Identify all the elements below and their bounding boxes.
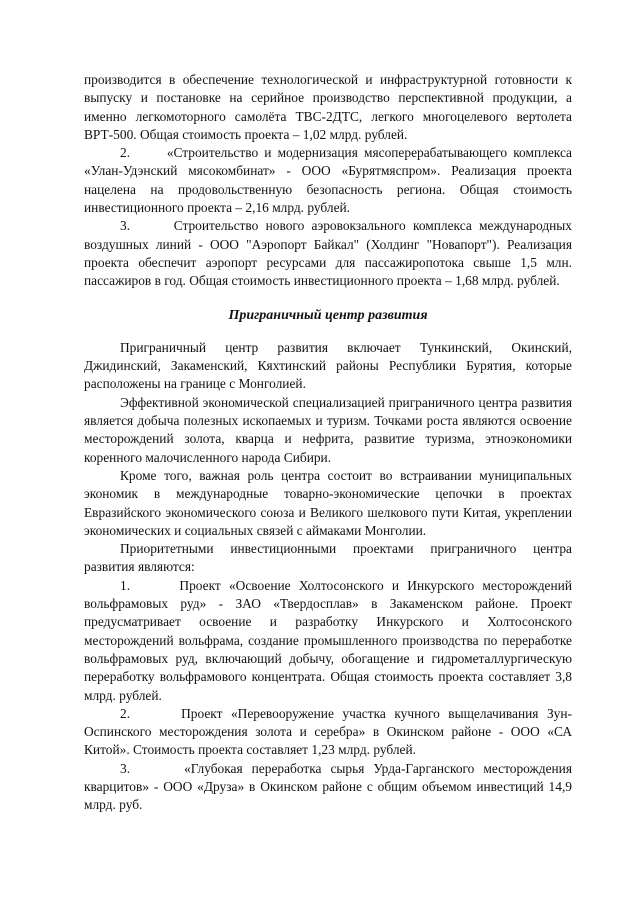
section-paragraph-specialization: Эффективной экономической специализацией приграничного центра развития является добыча полезных ископаемых и туризм. Точками роста являются освоение месторождений золота, кварца и нефрита, развитие туризма, этноэкономики коренного малочисленного народа Сибири. xyxy=(84,394,572,465)
intro-paragraph: производится в обеспечение технологической и инфраструктурной готовности к выпуску и постановке на серийное производство перспективной продукции, а именно легкомоторного самолёта ТВС-2ДТС, легкого многоцелевого вертолета ВРТ-500. Общая стоимость проекта – 1,02 млрд. рублей. xyxy=(84,72,572,142)
list-item-airport-terminal: 3. Строительство нового аэровокзального комплекса международных воздушных линий - ООО "Аэропорт Байкал" (Холдинг "Новапорт"). Реализация проекта обеспечит аэропорт ресурсами для пассажиропотока свыше 1,5 млн. пассажиров в год. Общая стоимость инвестиционного проекта – 1,68 млрд. рублей. xyxy=(84,218,572,289)
section-heading: Приграничный центр развития xyxy=(228,307,428,323)
section-paragraph-priority-intro: Приоритетными инвестиционными проектами приграничного центра развития являются: xyxy=(84,541,572,575)
section-paragraph-districts: Приграничный центр развития включает Тункинский, Окинский, Джидинский, Закаменский, Кяхтинский районы Республики Бурятия, которые расположены на границе с Монголией. xyxy=(84,339,572,392)
list-item-gold-leaching-project: 2. Проект «Перевооружение участка кучного выщелачивания Зун-Оспинского месторождения золота и серебра» в Окинском районе - ООО «СА Китой». Стоимость проекта составляет 1,23 млрд. рублей. xyxy=(84,705,572,758)
list-item-quartzite-project: 3. «Глубокая переработка сырья Урда-Гарганского месторождения кварцитов» - ООО «Друза» в Окинском районе с общим объемом инвестиций 14,9 млрд. руб. xyxy=(84,760,572,813)
section-paragraph-role: Кроме того, важная роль центра состоит во встраивании муниципальных экономик в международные товарно-экономические цепочки в проектах Евразийского экономического союза и Великого шелкового пути Китая, укреплении экономических и социальных связей с аймаками Монголии. xyxy=(84,467,572,538)
list-item-tungsten-project: 1. Проект «Освоение Холтосонского и Инкурского месторождений вольфрамовых руд» - ЗАО «Твердосплав» в Закаменском районе. Проект предусматривает освоение и разработку Инкурского и Холтосонского месторождений вольфрама, создание промышленного производства по переработке вольфрамовых руд, включающий добычу, обогащение и гидрометаллургическую переработку вольфрамового концентрата. Общая стоимость проекта составляет 3,8 млрд. рублей. xyxy=(84,577,572,703)
list-item-construction-meat-plant: 2. «Строительство и модернизация мясоперерабатывающего комплекса «Улан-Удэнский мясокомбинат» - ООО «Бурятмяспром». Реализация проекта нацелена на продовольственную безопасность региона. Общая стоимость инвестиционного проекта – 2,16 млрд. рублей. xyxy=(84,145,572,216)
document-body xyxy=(84,71,572,815)
